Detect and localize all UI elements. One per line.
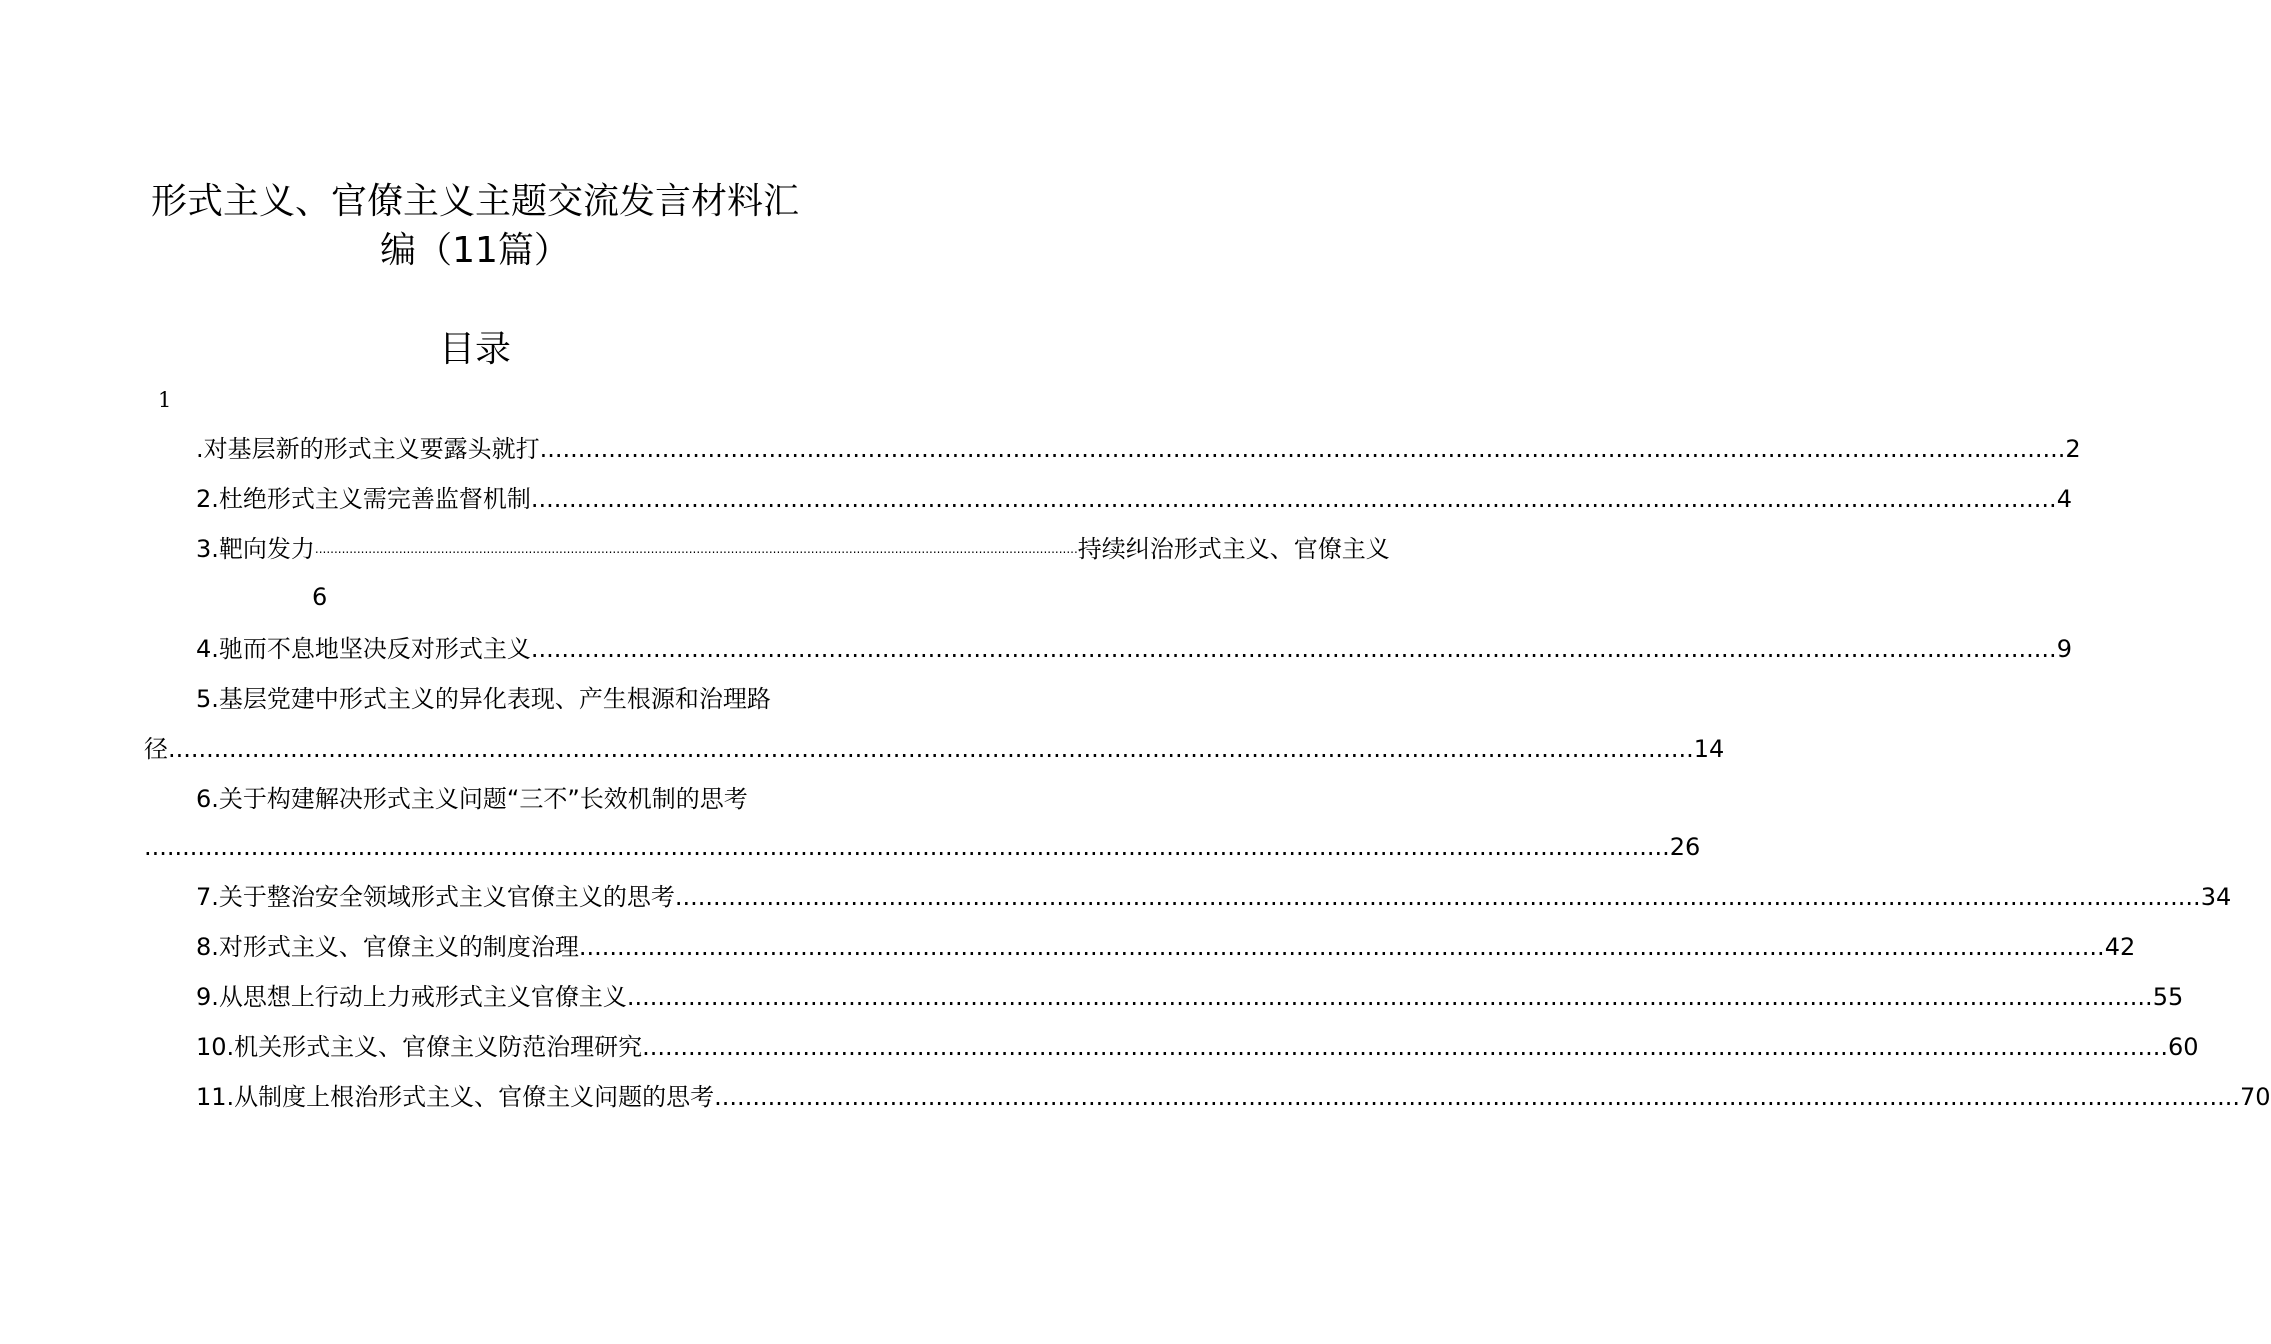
toc-entry-11[interactable] bbox=[196, 1080, 2271, 1114]
toc-heading: 目录 bbox=[438, 329, 511, 370]
toc-entry-9[interactable] bbox=[196, 980, 2184, 1014]
toc-entry-5[interactable]: 5.基层党建中形式主义的异化表现、产生根源和治理路 bbox=[196, 685, 771, 713]
toc-leader-dots: ........................................................................................................................................................................................................ bbox=[674, 883, 2201, 911]
toc-entry-page: 70 bbox=[2239, 1083, 2271, 1111]
toc-entry-page: 34 bbox=[2200, 883, 2232, 911]
toc-entry-page: 55 bbox=[2152, 983, 2184, 1011]
document-title-line-2: 编（11篇） bbox=[380, 230, 570, 271]
toc-entry-page: 9 bbox=[2056, 635, 2072, 663]
toc-entry-10[interactable] bbox=[196, 1030, 2199, 1064]
toc-leader-dots: ........................................................................................................................................................................................................ bbox=[642, 1033, 2168, 1061]
toc-entry-label-continued: 持续纠治形式主义、官僚主义 bbox=[1077, 535, 1390, 563]
toc-entry-label: 11.从制度上根治形式主义、官僚主义问题的思考 bbox=[196, 1083, 715, 1111]
toc-entry-label: 4.驰而不息地坚决反对形式主义 bbox=[196, 635, 531, 663]
toc-entry-label: .对基层新的形式主义要露头就打 bbox=[196, 435, 540, 463]
toc-entry-page: 14 bbox=[1693, 735, 1725, 763]
toc-leader-dots: ........................................................................................................................................................................................................ bbox=[714, 1083, 2240, 1111]
toc-leader-dots: ........................................................................................................................................................................................................ bbox=[539, 435, 2066, 463]
toc-entry-label: 9.从思想上行动上力戒形式主义官僚主义 bbox=[196, 983, 627, 1011]
toc-entry-label-continued: 径 bbox=[144, 735, 168, 763]
toc-entry-6-continued[interactable] bbox=[144, 830, 1701, 864]
toc-entry-6[interactable]: 6.关于构建解决形式主义问题“三不”长效机制的思考 bbox=[196, 785, 748, 813]
toc-entry-page: 4 bbox=[2056, 485, 2072, 513]
toc-entry-5-continued[interactable] bbox=[144, 732, 1725, 766]
toc-entry-2[interactable] bbox=[196, 482, 2072, 516]
toc-entry-7[interactable] bbox=[196, 880, 2232, 914]
toc-leader-dots: ........................................................................................................................................................................................................ bbox=[168, 735, 1694, 763]
toc-entry-3[interactable] bbox=[196, 532, 1390, 572]
toc-entry-label: 8.对形式主义、官僚主义的制度治理 bbox=[196, 933, 579, 961]
toc-entry-8[interactable] bbox=[196, 930, 2136, 964]
toc-entry-label: 7.关于整治安全领域形式主义官僚主义的思考 bbox=[196, 883, 675, 911]
stray-number: 1 bbox=[158, 388, 172, 412]
toc-entry-page: 2 bbox=[2065, 435, 2081, 463]
toc-entry-4[interactable] bbox=[196, 632, 2072, 666]
toc-entry-label: 10.机关形式主义、官僚主义防范治理研究 bbox=[196, 1033, 643, 1061]
toc-leader-dots: ........................................................................................................................................................................................................ bbox=[578, 933, 2105, 961]
toc-entry-page: 42 bbox=[2104, 933, 2136, 961]
toc-entry-3-page[interactable]: 6 bbox=[312, 583, 328, 611]
toc-entry-page: 26 bbox=[1669, 833, 1701, 861]
toc-entry-1[interactable] bbox=[196, 432, 2081, 466]
toc-entry-label: 2.杜绝形式主义需完善监督机制 bbox=[196, 485, 531, 513]
toc-leader-dots: ........................................................................................................................................................................................................ bbox=[314, 542, 1078, 556]
toc-leader-dots: ........................................................................................................................................................................................................ bbox=[626, 983, 2153, 1011]
toc-leader-dots: ........................................................................................................................................................................................................ bbox=[144, 833, 1670, 861]
toc-entry-label: 3.靶向发力 bbox=[196, 535, 315, 563]
toc-leader-dots: ........................................................................................................................................................................................................ bbox=[530, 635, 2057, 663]
toc-leader-dots: ........................................................................................................................................................................................................ bbox=[530, 485, 2057, 513]
document-title-line-1: 形式主义、官僚主义主题交流发言材料汇 bbox=[150, 181, 799, 222]
toc-entry-page: 60 bbox=[2167, 1033, 2199, 1061]
